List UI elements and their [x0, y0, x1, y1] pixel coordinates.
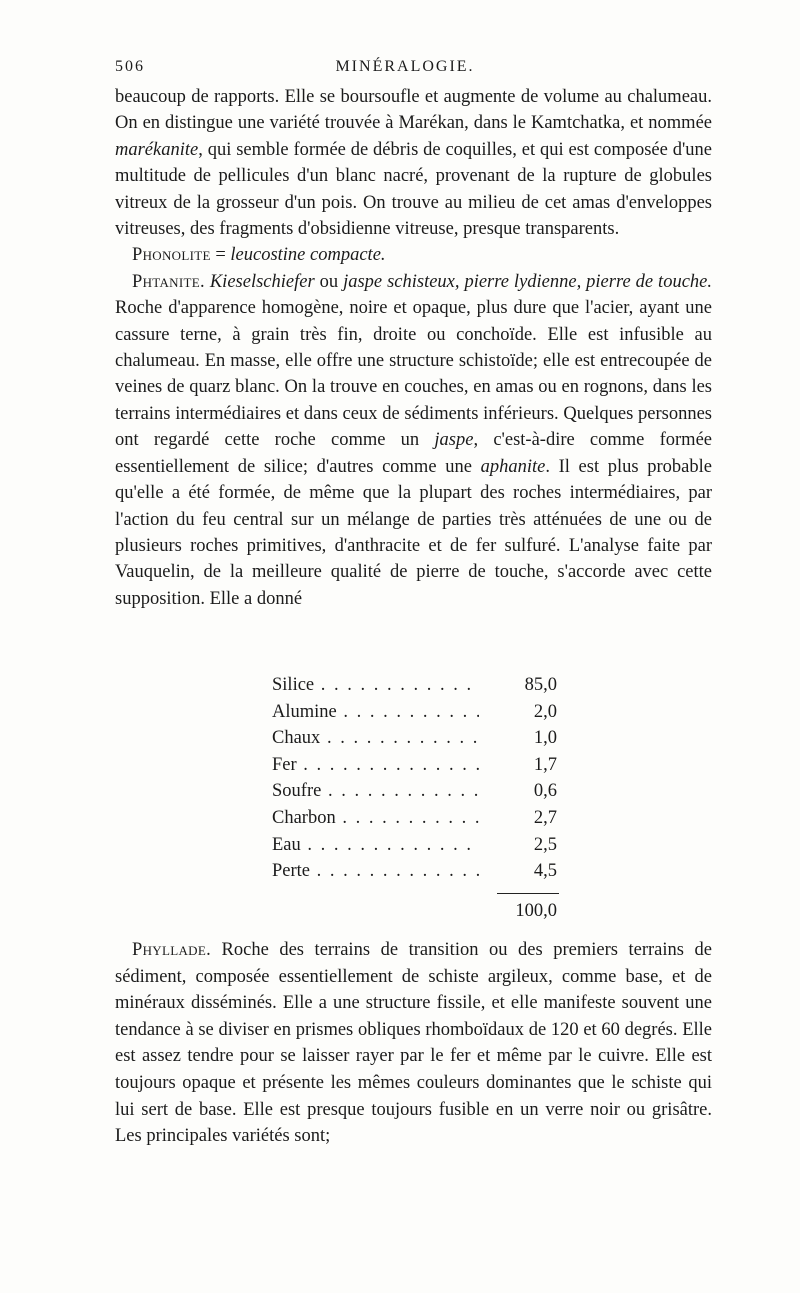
- sum-rule: [497, 893, 559, 894]
- entry-phyllade: [115, 937, 712, 1150]
- component-value: 2,0: [533, 701, 557, 722]
- component-name: Fer . . .: [272, 752, 479, 779]
- component-value: 2,7: [533, 807, 557, 828]
- component-value: 2,5: [533, 834, 557, 855]
- component-name: Eau . . .: [272, 832, 479, 859]
- paragraph-text: , qui semble formée de débris de coquilles, et qui est composée d'une multitude de pellicules d'un blanc nacré, provenant de la rupture de globules vitreux de la grosseur d'un pois. On trouve au milieu de cet amas d'enveloppes vitreuses, des fragments d'obsidienne vitreuse, presque transparents.: [115, 139, 712, 240]
- entry-text: . Il est plus probable qu'elle a été formée, de même que la plupart des roches intermédiaires, par l'action du feu central sur un mélange de parties très atténuées de une ou de plusieurs roches primitives, d'anthracite et de fer sulfuré. L'analyse faite par Vauquelin, de la meilleure qualité de pierre de touche, s'accorde avec cette supposition. Elle a donné: [115, 456, 712, 609]
- main-text: [115, 84, 712, 612]
- table-row: [272, 858, 572, 885]
- component-name: Alumine . . .: [272, 699, 479, 726]
- equals-sign: =: [210, 245, 231, 266]
- table-row: [272, 832, 572, 859]
- entry-phtanite: [115, 269, 712, 612]
- table-row: [272, 672, 572, 699]
- component-name: Chaux . . .: [272, 725, 479, 752]
- main-text-continued: [115, 937, 712, 1150]
- component-name: Perte . . .: [272, 858, 479, 885]
- component-value: 4,5: [533, 861, 557, 882]
- entry-heading: Phonolite: [132, 245, 211, 266]
- page-header: [115, 58, 695, 82]
- term-aphanite: aphanite: [480, 456, 546, 477]
- table-row: [272, 752, 572, 779]
- paragraph-text: beaucoup de rapports. Elle se boursoufle et augmente de volume au chalumeau. On en distingue une variété trouvée à Marékan, dans le Kamtchatka, et nommée: [115, 87, 712, 134]
- analysis-table: [272, 672, 572, 924]
- entry-heading: Phyllade.: [132, 940, 211, 960]
- synonym: Kieselschiefer: [209, 271, 315, 292]
- term-marekanite: marékanite: [115, 139, 199, 160]
- component-value: 1,7: [533, 754, 557, 775]
- table-row: [272, 725, 572, 752]
- table-row: [272, 699, 572, 726]
- entry-phonolite: [115, 242, 712, 268]
- entry-text: , c'est-à-dire comme formée essentiellement de silice; d'autres comme une: [115, 430, 712, 477]
- page-number: 506: [115, 58, 145, 75]
- component-value: 0,6: [533, 781, 557, 802]
- component-name: Charbon . . .: [272, 805, 479, 832]
- paragraph-continuation: [115, 84, 712, 242]
- running-title: MINÉRALOGIE.: [335, 58, 475, 75]
- entry-text: Roche des terrains de transition ou des premiers terrains de sédiment, composée essentiellement de schiste argileux, comme base, et de minéraux disséminés. Elle a une structure fissile, et elle manifeste souvent une tendance à se diviser en prismes obliques rhomboïdaux de 120 et 60 degrés. Elle est assez tendre pour se laisser rayer par le fer et même par le cuivre. Elle est toujours opaque et présente les mêmes couleurs dominantes que le schiste qui lui sert de base. Elle est presque toujours fusible en un verre noir ou grisâtre. Les principales variétés sont;: [115, 940, 712, 1147]
- table-row: [272, 805, 572, 832]
- synonym: jaspe schisteux, pierre lydienne, pierre de touche.: [343, 271, 712, 292]
- component-value: 85,0: [524, 675, 557, 695]
- entry-heading: Phtanite.: [132, 271, 205, 292]
- component-name: Silice . . .: [272, 672, 479, 699]
- entry-text: Roche d'apparence homogène, noire et opaque, plus dure que l'acier, ayant une cassure terne, à grain très fin, droite ou conchoïde. Elle est infusible au chalumeau. En masse, elle offre une structure schistoïde; elle est entrecoupée de veines de quarz blanc. On la trouve en couches, en amas ou en rognons, dans les terrains intermédiaires et dans ceux de sédiments inférieurs. Quelques personnes ont regardé cette roche comme un: [115, 298, 712, 451]
- term-jaspe: jaspe: [434, 430, 474, 451]
- entry-definition: leucostine compacte.: [230, 245, 386, 266]
- total-value: 100,0: [515, 900, 557, 921]
- component-name: Soufre . . .: [272, 778, 479, 805]
- component-value: 1,0: [533, 728, 557, 749]
- table-row: [272, 778, 572, 805]
- entry-text: ou: [314, 271, 344, 292]
